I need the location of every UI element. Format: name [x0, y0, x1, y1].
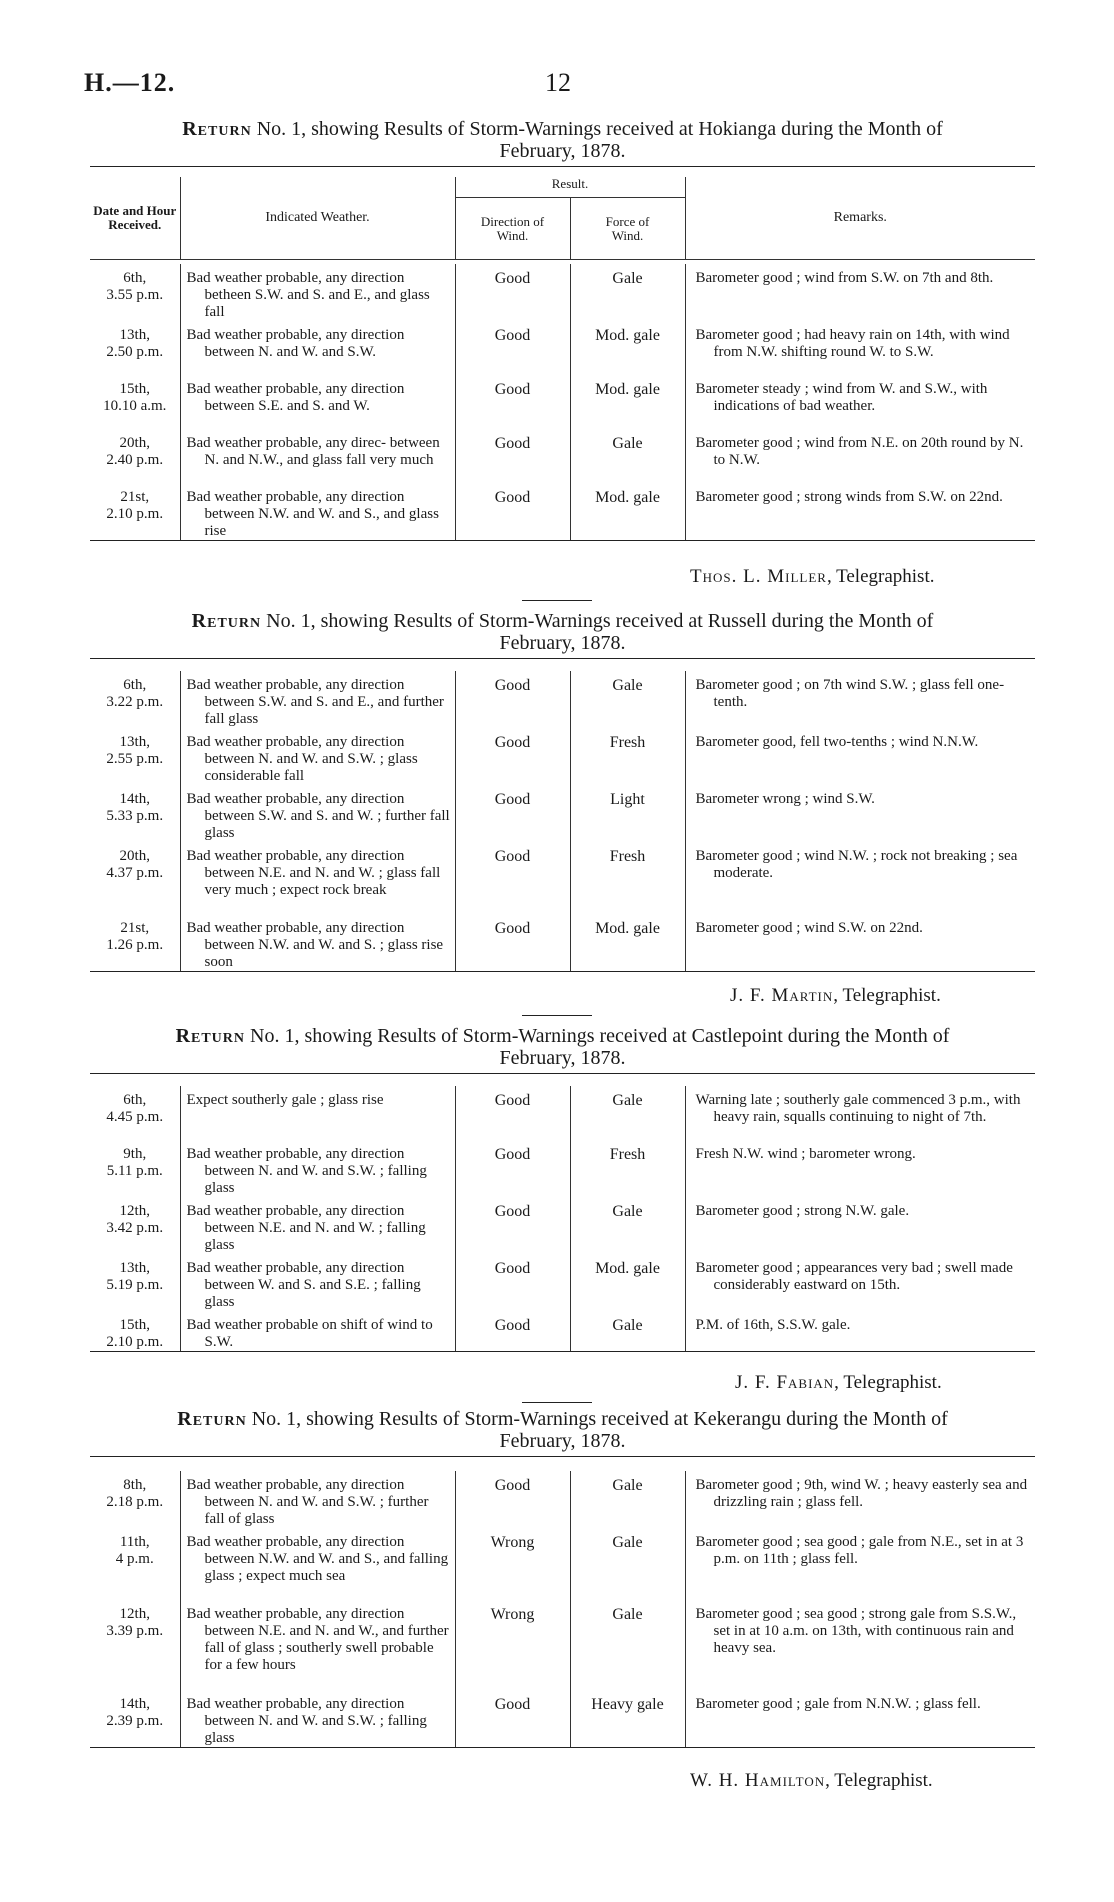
- indicated-cell: Bad weather probable, any direction between N.W. and W. and S. ; glass rise soon: [180, 914, 455, 971]
- remarks-cell: P.M. of 16th, S.S.W. gale.: [685, 1311, 1035, 1351]
- title-line2: February, 1878.: [499, 1430, 626, 1452]
- title-prefix: Return: [191, 610, 262, 632]
- indicated-cell: Bad weather probable, any direction between N. and W. and S.W. ; further fall of glass: [180, 1471, 455, 1528]
- indicated-cell: Bad weather probable, any direction between N. and W. and S.W.: [180, 321, 455, 375]
- return-castlepoint: [90, 1025, 1035, 1352]
- divider: [522, 1402, 592, 1403]
- results-table: [90, 1471, 1035, 1747]
- date-cell: 13th, 2.50 p.m.: [106, 327, 164, 360]
- date-cell: 15th, 10.10 a.m.: [103, 381, 167, 414]
- force-cell: Gale: [570, 1086, 685, 1140]
- section-title: [90, 1025, 1035, 1069]
- table-row: [90, 842, 1035, 914]
- indicated-cell: Bad weather probable on shift of wind to S.W.: [180, 1311, 455, 1351]
- force-cell: Gale: [570, 1471, 685, 1528]
- indicated-cell: Bad weather probable, any direction between N. and W. and S.W. ; falling glass: [180, 1140, 455, 1197]
- title-main: No. 1, showing Results of Storm-Warnings received at Russell during the Month of: [261, 610, 934, 632]
- direction-cell: Good: [455, 671, 570, 728]
- remarks-cell: Barometer good ; strong winds from S.W. on 22nd.: [685, 483, 1035, 540]
- col-header-date: Date and Hour Received.: [93, 203, 177, 232]
- remarks-cell: Barometer good ; wind from S.W. on 7th and 8th.: [685, 264, 1035, 321]
- remarks-cell: Barometer steady ; wind from W. and S.W., with indications of bad weather.: [685, 375, 1035, 429]
- direction-cell: Good: [455, 1086, 570, 1140]
- indicated-cell: Bad weather probable, any direction between N.W. and W. and S., and falling glass ; expect much sea: [180, 1528, 455, 1600]
- table-row: [90, 1528, 1035, 1600]
- col-header-result: Result.: [455, 177, 685, 198]
- indicated-cell: Bad weather probable, any direction between S.W. and S. and E., and further fall glass: [180, 671, 455, 728]
- remarks-cell: Barometer good ; sea good ; gale from N.E., set in at 3 p.m. on 11th ; glass fell.: [685, 1528, 1035, 1600]
- return-hokianga: [90, 118, 1035, 541]
- force-cell: Gale: [570, 1600, 685, 1690]
- section-title: [90, 118, 1035, 162]
- direction-cell: Good: [455, 785, 570, 842]
- force-cell: Fresh: [570, 728, 685, 785]
- title-line2: February, 1878.: [499, 140, 626, 162]
- col-header-force: Force of Wind.: [570, 198, 685, 260]
- col-header-remarks: Remarks.: [685, 177, 1035, 260]
- indicated-cell: Bad weather probable, any direc- between N. and N.W., and glass fall very much: [180, 429, 455, 483]
- direction-cell: Good: [455, 1471, 570, 1528]
- date-cell: 20th, 2.40 p.m.: [106, 435, 164, 468]
- return-russell: [90, 610, 1035, 972]
- date-cell: 20th, 4.37 p.m.: [106, 848, 164, 881]
- remarks-cell: Barometer good ; appearances very bad ; swell made considerably eastward on 15th.: [685, 1254, 1035, 1311]
- section-title: [90, 610, 1035, 654]
- force-cell: Mod. gale: [570, 483, 685, 540]
- table-row: [90, 321, 1035, 375]
- date-cell: 8th, 2.18 p.m.: [106, 1477, 164, 1510]
- signature: J. F. Martin, Telegraphist.: [730, 985, 941, 1006]
- title-line2: February, 1878.: [499, 1047, 626, 1069]
- results-table: [90, 177, 1035, 540]
- table-row: [90, 264, 1035, 321]
- remarks-cell: Barometer wrong ; wind S.W.: [685, 785, 1035, 842]
- force-cell: Gale: [570, 1311, 685, 1351]
- direction-cell: Good: [455, 1690, 570, 1747]
- indicated-cell: Bad weather probable, any direction between N. and W. and S.W. ; falling glass: [180, 1690, 455, 1747]
- force-cell: Mod. gale: [570, 375, 685, 429]
- direction-cell: Good: [455, 264, 570, 321]
- indicated-cell: Bad weather probable, any direction between S.W. and S. and W. ; further fall glass: [180, 785, 455, 842]
- title-main: No. 1, showing Results of Storm-Warnings received at Kekerangu during the Month of: [246, 1408, 948, 1430]
- table-row: [90, 1086, 1035, 1140]
- direction-cell: Good: [455, 429, 570, 483]
- direction-cell: Good: [455, 375, 570, 429]
- date-cell: 13th, 5.19 p.m.: [106, 1260, 164, 1293]
- table-row: [90, 1311, 1035, 1351]
- date-cell: 6th, 4.45 p.m.: [106, 1092, 164, 1125]
- signature: W. H. Hamilton, Telegraphist.: [690, 1770, 933, 1791]
- table-row: [90, 914, 1035, 971]
- date-cell: 12th, 3.42 p.m.: [106, 1203, 164, 1236]
- direction-cell: Good: [455, 483, 570, 540]
- direction-cell: Wrong: [455, 1528, 570, 1600]
- title-main: No. 1, showing Results of Storm-Warnings received at Hokianga during the Month of: [251, 118, 943, 140]
- direction-cell: Good: [455, 914, 570, 971]
- direction-cell: Good: [455, 728, 570, 785]
- force-cell: Gale: [570, 264, 685, 321]
- col-header-indicated: Indicated Weather.: [180, 177, 455, 260]
- force-cell: Mod. gale: [570, 1254, 685, 1311]
- remarks-cell: Barometer good, fell two-tenths ; wind N.N.W.: [685, 728, 1035, 785]
- date-cell: 14th, 2.39 p.m.: [106, 1696, 164, 1729]
- remarks-cell: Barometer good ; wind N.W. ; rock not breaking ; sea moderate.: [685, 842, 1035, 914]
- table-row: [90, 671, 1035, 728]
- direction-cell: Wrong: [455, 1600, 570, 1690]
- title-prefix: Return: [175, 1025, 246, 1047]
- direction-cell: Good: [455, 1311, 570, 1351]
- divider: [522, 600, 592, 601]
- table-row: [90, 728, 1035, 785]
- indicated-cell: Bad weather probable, any direction between W. and S. and S.E. ; falling glass: [180, 1254, 455, 1311]
- indicated-cell: Expect southerly gale ; glass rise: [180, 1086, 455, 1140]
- date-cell: 12th, 3.39 p.m.: [106, 1606, 164, 1639]
- return-kekerangu: [90, 1408, 1035, 1748]
- remarks-cell: Fresh N.W. wind ; barometer wrong.: [685, 1140, 1035, 1197]
- remarks-cell: Warning late ; southerly gale commenced 3 p.m., with heavy rain, squalls continuing to night of 7th.: [685, 1086, 1035, 1140]
- indicated-cell: Bad weather probable, any direction between N. and W. and S.W. ; glass considerable fall: [180, 728, 455, 785]
- date-cell: 21st, 1.26 p.m.: [106, 920, 164, 953]
- remarks-cell: Barometer good ; 9th, wind W. ; heavy easterly sea and drizzling rain ; glass fell.: [685, 1471, 1035, 1528]
- force-cell: Gale: [570, 1528, 685, 1600]
- results-table: [90, 1086, 1035, 1351]
- force-cell: Gale: [570, 1197, 685, 1254]
- force-cell: Fresh: [570, 842, 685, 914]
- direction-cell: Good: [455, 1197, 570, 1254]
- date-cell: 11th, 4 p.m.: [115, 1534, 154, 1567]
- direction-cell: Good: [455, 842, 570, 914]
- force-cell: Gale: [570, 671, 685, 728]
- force-cell: Gale: [570, 429, 685, 483]
- page-number: 12: [545, 68, 571, 97]
- title-line2: February, 1878.: [499, 632, 626, 654]
- date-cell: 15th, 2.10 p.m.: [106, 1317, 164, 1350]
- signature: J. F. Fabian, Telegraphist.: [735, 1372, 942, 1393]
- date-cell: 6th, 3.22 p.m.: [106, 677, 164, 710]
- table-row: [90, 1600, 1035, 1690]
- force-cell: Heavy gale: [570, 1690, 685, 1747]
- signature: Thos. L. Miller, Telegraphist.: [690, 566, 935, 587]
- table-row: [90, 1254, 1035, 1311]
- force-cell: Fresh: [570, 1140, 685, 1197]
- table-row: [90, 1471, 1035, 1528]
- indicated-cell: Bad weather probable, any direction between N.E. and N. and W. ; falling glass: [180, 1197, 455, 1254]
- divider: [522, 1015, 592, 1016]
- indicated-cell: Bad weather probable, any direction between N.E. and N. and W., and further fall of glass ; southerly swell probable for a few hours: [180, 1600, 455, 1690]
- date-cell: 21st, 2.10 p.m.: [106, 489, 164, 522]
- date-cell: 13th, 2.55 p.m.: [106, 734, 164, 767]
- remarks-cell: Barometer good ; wind from N.E. on 20th round by N. to N.W.: [685, 429, 1035, 483]
- force-cell: Mod. gale: [570, 914, 685, 971]
- table-row: [90, 375, 1035, 429]
- remarks-cell: Barometer good ; gale from N.N.W. ; glass fell.: [685, 1690, 1035, 1747]
- indicated-cell: Bad weather probable, any direction betheen S.W. and S. and E., and glass fall: [180, 264, 455, 321]
- indicated-cell: Bad weather probable, any direction between S.E. and S. and W.: [180, 375, 455, 429]
- title-prefix: Return: [177, 1408, 247, 1430]
- results-table: [90, 671, 1035, 971]
- col-header-direction: Direction of Wind.: [455, 198, 570, 260]
- table-row: [90, 785, 1035, 842]
- document-reference: H.—12.: [84, 68, 176, 97]
- remarks-cell: Barometer good ; wind S.W. on 22nd.: [685, 914, 1035, 971]
- remarks-cell: Barometer good ; strong N.W. gale.: [685, 1197, 1035, 1254]
- direction-cell: Good: [455, 321, 570, 375]
- direction-cell: Good: [455, 1140, 570, 1197]
- date-cell: 9th, 5.11 p.m.: [106, 1146, 163, 1179]
- force-cell: Mod. gale: [570, 321, 685, 375]
- force-cell: Light: [570, 785, 685, 842]
- remarks-cell: Barometer good ; on 7th wind S.W. ; glass fell one-tenth.: [685, 671, 1035, 728]
- remarks-cell: Barometer good ; sea good ; strong gale from S.S.W., set in at 10 a.m. on 13th, with continuous rain and heavy sea.: [685, 1600, 1035, 1690]
- date-cell: 6th, 3.55 p.m.: [106, 270, 164, 303]
- title-prefix: Return: [182, 118, 252, 140]
- table-row: [90, 483, 1035, 540]
- indicated-cell: Bad weather probable, any direction between N.W. and W. and S., and glass rise: [180, 483, 455, 540]
- remarks-cell: Barometer good ; had heavy rain on 14th, with wind from N.W. shifting round W. to S.W.: [685, 321, 1035, 375]
- table-row: [90, 1140, 1035, 1197]
- direction-cell: Good: [455, 1254, 570, 1311]
- table-row: [90, 429, 1035, 483]
- indicated-cell: Bad weather probable, any direction between N.E. and N. and W. ; glass fall very much ; expect rock break: [180, 842, 455, 914]
- date-cell: 14th, 5.33 p.m.: [106, 791, 164, 824]
- section-title: [90, 1408, 1035, 1452]
- table-row: [90, 1197, 1035, 1254]
- title-main: No. 1, showing Results of Storm-Warnings received at Castlepoint during the Month of: [245, 1025, 950, 1047]
- table-row: [90, 1690, 1035, 1747]
